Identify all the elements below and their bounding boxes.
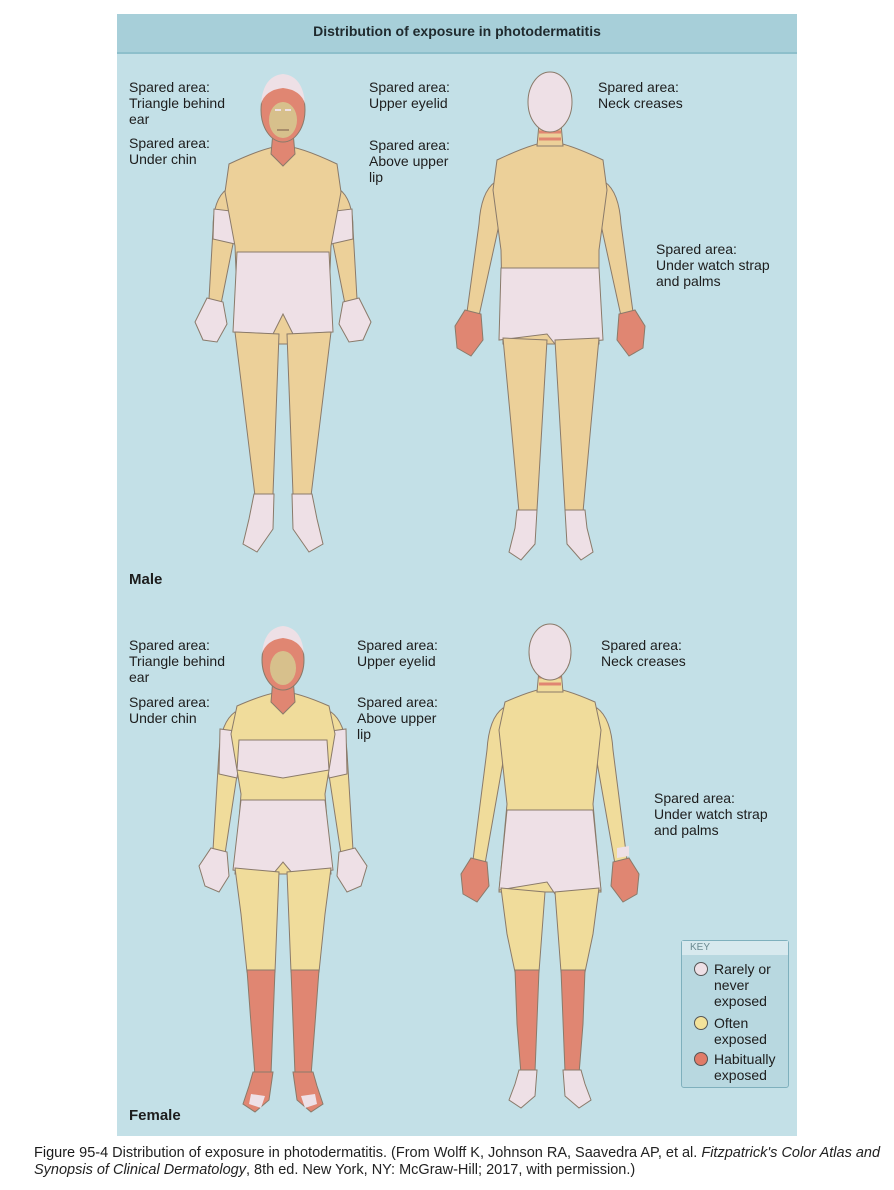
male-label-triangle-ear: Spared area: Triangle behind ear [129, 79, 225, 127]
often-exposed-swatch [694, 1016, 708, 1030]
male-back-figure [455, 72, 645, 560]
figure-number: Figure 95-4 [34, 1145, 109, 1161]
female-label-upper-eyelid: Spared area: Upper eyelid [357, 637, 438, 669]
female-label-triangle-ear: Spared area: Triangle behind ear [129, 637, 225, 685]
diagram-panel [117, 14, 797, 1136]
female-label-neck-creases: Spared area: Neck creases [601, 637, 686, 669]
male-label-neck-creases: Spared area: Neck creases [598, 79, 683, 111]
male-sex-label: Male [129, 571, 163, 588]
rarely-exposed-swatch [694, 962, 708, 976]
female-label-under-chin: Spared area: Under chin [129, 694, 210, 726]
male-label-upper-eyelid: Spared area: Upper eyelid [369, 79, 450, 111]
male-label-above-lip: Spared area: Above upper lip [369, 137, 450, 185]
caption-text-end: , 8th ed. New York, NY: McGraw-Hill; 2017, with permission.) [245, 1162, 636, 1178]
male-label-under-chin: Spared area: Under chin [129, 135, 210, 167]
color-key [681, 940, 789, 1088]
key-label-often: Often exposed [714, 1015, 767, 1047]
diagram-title: Distribution of exposure in photodermatitis [313, 23, 601, 39]
key-label-habitually: Habitually exposed [714, 1051, 776, 1083]
figure-caption [34, 1145, 890, 1179]
habitually-exposed-swatch [694, 1052, 708, 1066]
caption-text: Distribution of exposure in photodermatitis. (From Wolff K, Johnson RA, Saavedra AP, et al. [108, 1145, 702, 1161]
caption-book-title: Fitzpatrick's Color Atlas and Synopsis of Clinical Dermatology [34, 1145, 881, 1178]
key-label-rarely: Rarely or never exposed [714, 961, 771, 1009]
male-label-watch-palms: Spared area: Under watch strap and palms [656, 241, 770, 289]
female-label-watch-palms: Spared area: Under watch strap and palms [654, 790, 768, 838]
female-sex-label: Female [129, 1107, 181, 1124]
female-back-figure [461, 624, 639, 1108]
female-label-above-lip: Spared area: Above upper lip [357, 694, 438, 742]
key-title: KEY [682, 941, 788, 955]
